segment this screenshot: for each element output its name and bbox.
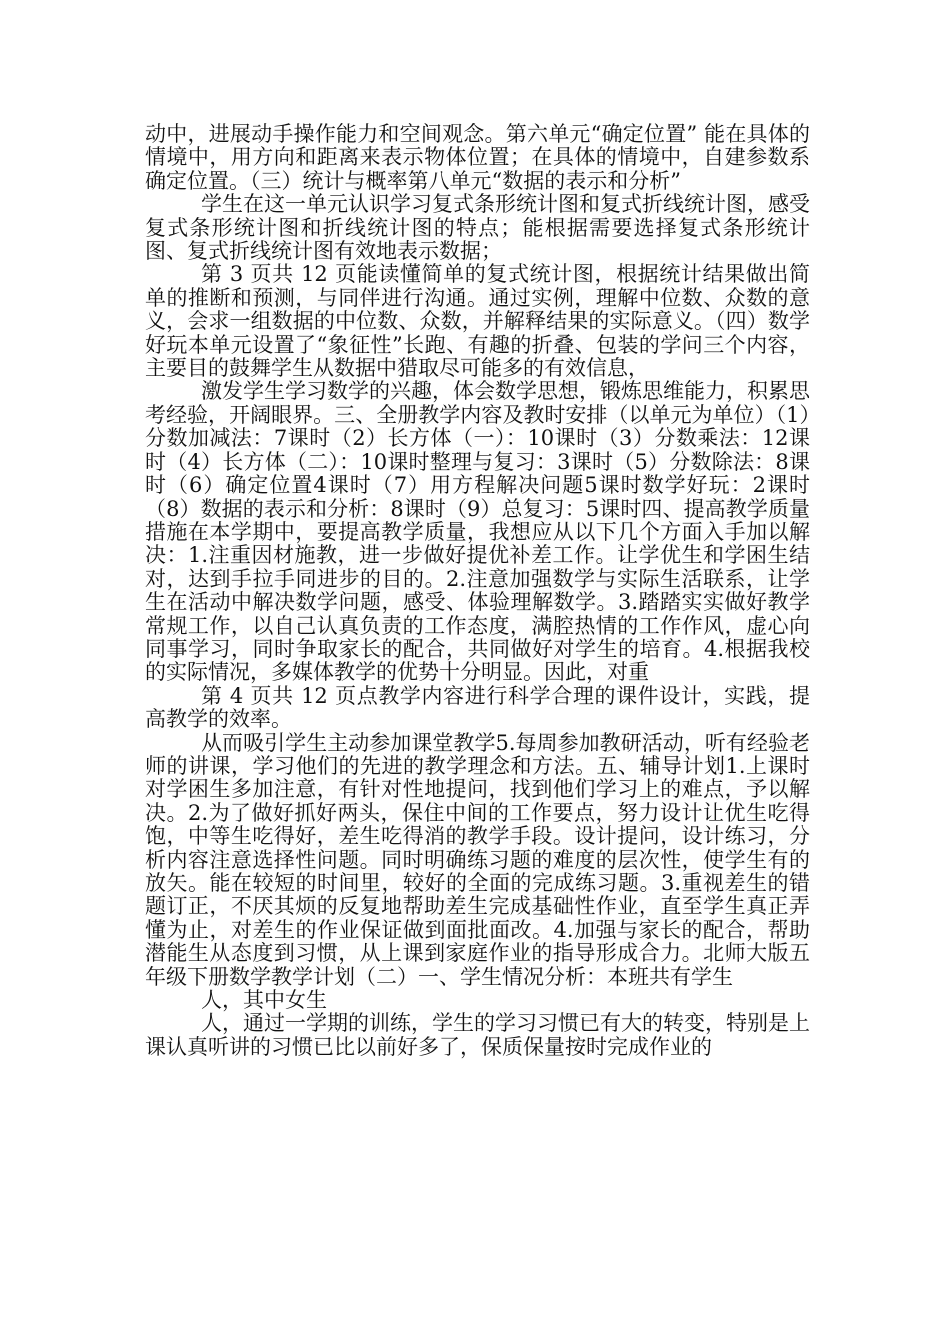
paragraph-6: 从而吸引学生主动参加课堂教学5.每周参加教研活动，听有经验老师的讲课，学习他们的先进的教学理念和方法。五、辅导计划1.上课时对学困生多加注意，有针对性地提问，找到他们学习上的难点，予以解决。2.为了做好抓好两头，保住中间的工作要点，努力设计让优生吃得饱，中等生吃得好，差生吃得消的教学手段。设计提问，设计练习，分析内容注意选择性问题。同时明确练习题的难度的层次性，使学生有的放矢。能在较短的时间里，较好的全面的完成练习题。3.重视差生的错题订正，不厌其烦的反复地帮助差生完成基础性作业，直至学生真正弄懂为止，对差生的作业保证做到面批面改。4.加强与家长的配合，帮助潜能生从态度到习惯，从上课到家庭作业的指导形成合力。北师大版五年级下册数学教学计划（二）一、学生情况分析：本班共有学生 bbox=[145, 730, 810, 989]
paragraph-7: 人，其中女生 bbox=[201, 988, 327, 1013]
paragraph-3: 第 3 页共 12 页能读懂简单的复式统计图，根据统计结果做出简单的推断和预测，与同伴进行沟通。通过实例，理解中位数、众数的意义，会求一组数据的中位数、众数，并解释结果的实际意义。（四）数学好玩本单元设置了“象征性”长跑、有趣的折叠、包装的学问三个内容，主要目的鼓舞学生从数据中猎取尽可能多的有效信息， bbox=[145, 262, 810, 381]
paragraph-5: 第 4 页共 12 页点教学内容进行科学合理的课件设计，实践，提高教学的效率。 bbox=[145, 683, 810, 732]
paragraph-8: 人，通过一学期的训练，学生的学习习惯已有大的转变，特别是上课认真听讲的习惯已比以前好多了，保质保量按时完成作业的 bbox=[145, 1011, 810, 1059]
paragraph-2: 学生在这一单元认识学习复式条形统计图和复式折线统计图，感受复式条形统计图和折线统计图的特点；能根据需要选择复式条形统计图、复式折线统计图有效地表示数据； bbox=[145, 192, 810, 264]
document-page bbox=[145, 123, 810, 1243]
paragraph-4: 激发学生学习数学的兴趣，体会数学思想，锻炼思维能力，积累思考经验，开阔眼界。三、全册教学内容及教时安排（以单元为单位）（1）分数加减法：7课时（2）长方体（一）：10课时（3）分数乘法：12课时（4）长方体（二）：10课时整理与复习：3课时（5）分数除法：8课时（6）确定位置4课时（7）用方程解决问题5课时数学好玩：2课时（8）数据的表示和分析：8课时（9）总复习：5课时四、提高教学质量措施在本学期中，要提高教学质量，我想应从以下几个方面入手加以解决：1.注重因材施教，进一步做好提优补差工作。让学优生和学困生结对，达到手拉手同进步的目的。2.注意加强数学与实际生活联系，让学生在活动中解决数学问题，感受、体验理解数学。3.踏踏实实做好教学常规工作，以自己认真负责的工作态度，满腔热情的工作作风，虚心向同事学习，同时争取家长的配合，共同做好对学生的培育。4.根据我校的实际情况，多媒体教学的优势十分明显。因此，对重 bbox=[145, 379, 810, 685]
paragraph-1: 动中，进展动手操作能力和空间观念。第六单元“确定位置” 能在具体的情境中，用方向和距离来表示物体位置；在具体的情境中，自建参数系确定位置。（三）统计与概率第八单元“数据的表示和分析” bbox=[145, 123, 810, 193]
